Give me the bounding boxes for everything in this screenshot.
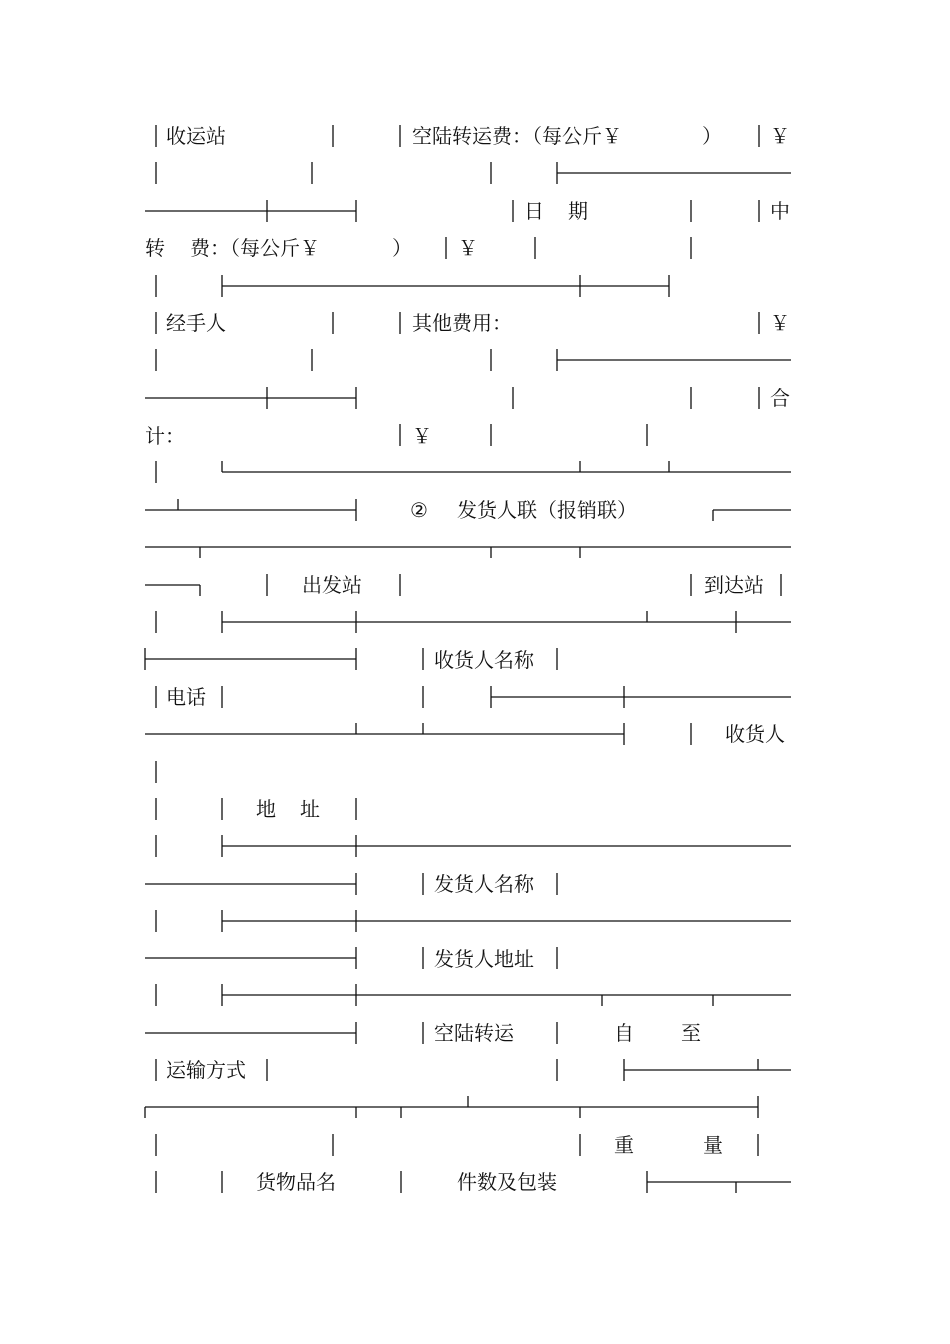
close-paren: ）	[392, 236, 412, 260]
address-label-char1: 地	[256, 797, 276, 821]
transfer-fee-label-char: 转	[145, 236, 165, 260]
transport-mode-label: 运输方式	[166, 1058, 246, 1082]
consignee-label: 收货人	[725, 722, 785, 746]
transfer-fee-label-start: 中	[770, 199, 790, 223]
close-paren: ）	[702, 124, 722, 148]
date-label-char2: 期	[568, 199, 588, 223]
total-label-end: 计：	[145, 424, 185, 448]
shipper-name-label: 发货人名称	[434, 872, 534, 896]
yen-sign: ￥	[770, 124, 790, 148]
handler-label: 经手人	[166, 311, 226, 335]
air-land-transfer-label: 空陆转运	[434, 1021, 514, 1045]
from-label: 自	[614, 1021, 634, 1045]
shipper-address-label: 发货人地址	[434, 947, 534, 971]
goods-name-label: 货物品名	[256, 1170, 336, 1194]
date-label-char1: 日	[524, 199, 544, 223]
copy-number: ②	[410, 498, 428, 522]
air-land-transfer-fee-label: 空陆转运费：（每公斤￥	[412, 124, 622, 148]
pieces-packing-label: 件数及包装	[457, 1170, 557, 1194]
yen-sign: ￥	[458, 236, 478, 260]
to-label: 至	[681, 1021, 701, 1045]
weight-label-char2: 量	[703, 1133, 723, 1157]
address-label-char2: 址	[300, 797, 320, 821]
arrival-station-label: 到达站	[704, 573, 764, 597]
yen-sign: ￥	[412, 424, 432, 448]
transfer-fee-rate-label: 费：（每公斤￥	[190, 236, 320, 260]
departure-station-label: 出发站	[302, 573, 362, 597]
receiving-station-label: 收运站	[166, 124, 226, 148]
weight-label-char1: 重	[614, 1133, 634, 1157]
total-label-start: 合	[770, 386, 790, 410]
other-fees-label: 其他费用：	[412, 311, 512, 335]
copy-title: 发货人联（报销联）	[457, 498, 637, 522]
phone-label: 电话	[166, 685, 206, 709]
yen-sign: ￥	[770, 311, 790, 335]
consignee-name-label: 收货人名称	[434, 648, 534, 672]
